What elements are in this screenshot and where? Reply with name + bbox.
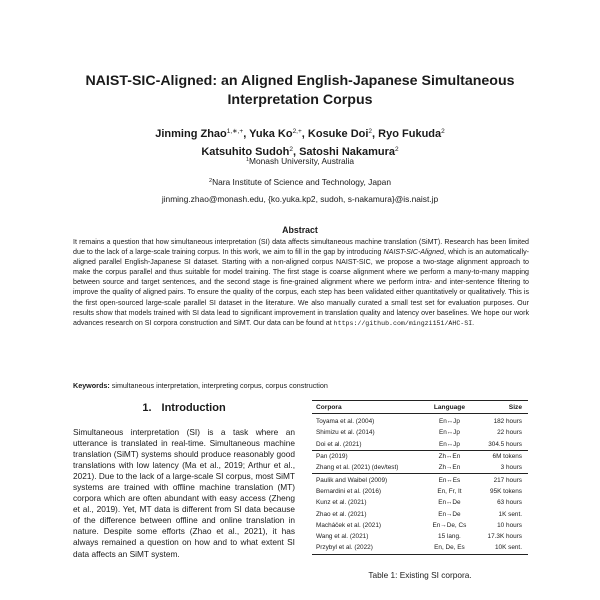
table-cell-corpus: Przybyl et al. (2022) <box>316 544 373 552</box>
author-name: Jinming Zhao <box>155 128 227 140</box>
author-affiliation-marker: 2 <box>441 128 445 135</box>
author-name: Kosuke Doi <box>307 128 369 140</box>
table-row <box>312 486 528 497</box>
table-cell-language: En→De, Cs <box>432 521 467 529</box>
table-header-language: Language <box>425 401 473 414</box>
table-row <box>312 462 528 474</box>
si-corpora-table <box>312 400 528 555</box>
table-body <box>312 414 528 555</box>
table-cell-language: En↔Es <box>425 474 473 486</box>
table-cell-size: 182 hours <box>493 418 522 426</box>
abstract-text-1: It remains a question that how simultaneous interpretation (SI) data affects simultaneous machine translation (SiMT). Research has been limited due to the lack of a large-scale training corpus. In this work, we aim to fill in the gap by introducing <box>73 238 529 257</box>
table-cell-language: En↔Jp <box>438 440 460 448</box>
keywords-label: Keywords: <box>73 381 110 390</box>
table-cell-size: 17.3K hours <box>487 533 522 541</box>
table-cell-language: 15 lang. <box>438 533 461 541</box>
author <box>308 128 372 140</box>
table-cell-language: Zh→En <box>438 464 461 472</box>
table-cell-corpus: Paulik and Waibel (2009) <box>312 474 425 486</box>
table-cell-corpus: Macháček et al. (2021) <box>316 521 382 529</box>
table-row <box>312 542 528 554</box>
table-cell-language: En↔Jp <box>438 429 460 437</box>
table-row <box>312 520 528 531</box>
author-affiliation-marker: 2 <box>395 146 399 153</box>
table-cell-corpus: Wang et al. (2021) <box>316 533 369 541</box>
author-name: Yuka Ko <box>249 128 293 140</box>
author <box>378 128 445 140</box>
section-heading <box>73 402 295 414</box>
table-cell-size: 10K sent. <box>494 544 522 552</box>
author-affiliation-marker: 2 <box>368 128 373 135</box>
paper-title-line-2: Interpretation Corpus <box>227 92 373 108</box>
section-title: Introduction <box>161 402 226 414</box>
table-row <box>312 427 528 438</box>
table-cell-size: 304.5 hours <box>488 440 522 448</box>
table-header-size: Size <box>474 401 528 414</box>
author-name: Satoshi Nakamura <box>299 146 396 158</box>
table-cell-corpus: Shimizu et al. (2014) <box>316 429 375 437</box>
abstract-dataset-name: NAIST-SIC-Aligned <box>383 248 444 257</box>
table-cell-language: En↔De <box>438 499 461 507</box>
author <box>155 128 243 140</box>
abstract-url-link[interactable]: https://github.com/mingzi151/AHC-SI <box>333 319 473 327</box>
table-header-corpora: Corpora <box>312 401 425 414</box>
table-cell-corpus: Zhang et al. (2021) (dev/test) <box>316 464 399 472</box>
keywords-line <box>73 381 529 390</box>
table-cell-size: 6M tokens <box>474 450 528 462</box>
author-name: Katsuhito Sudoh <box>201 146 290 158</box>
table-cell-corpus: Doi et al. (2021) <box>316 440 362 448</box>
table-cell-corpus: Pan (2019) <box>312 450 425 462</box>
table-row <box>312 531 528 542</box>
paper-title-line-1: NAIST-SIC-Aligned: an Aligned English-Japanese Simultaneous <box>85 73 515 89</box>
section-number: 1. <box>142 402 152 414</box>
affiliation-2-text: Nara Institute of Science and Technology, Japan <box>212 177 391 187</box>
author-line-2: Katsuhito Sudoh$^2$, Satoshi Nakamura$^2$ <box>201 146 399 158</box>
table-cell-size: 1K sent. <box>498 510 522 518</box>
table-cell-corpus: Bernardini et al. (2016) <box>316 487 382 495</box>
author-affiliation-marker: 2,+ <box>292 128 302 135</box>
table-cell-size: 217 hours <box>474 474 528 486</box>
affiliation-1 <box>60 155 540 167</box>
table-cell-size: 63 hours <box>497 499 522 507</box>
table-row <box>312 439 528 451</box>
table-row <box>312 450 528 462</box>
table-header-row <box>312 401 528 414</box>
table-cell-size: 95K tokens <box>490 487 522 495</box>
table-cell-language: En, De, Es <box>434 544 465 552</box>
table-cell-corpus: Zhao et al. (2021) <box>316 510 367 518</box>
table-cell-language: En, Fr, It <box>437 487 462 495</box>
affiliation-2 <box>60 176 540 188</box>
table-cell-size: 3 hours <box>500 464 522 472</box>
introduction-body: Simultaneous interpretation (SI) is a task where an utterance is translated in real-time. Simultaneous machine translation (SiMT) systems should produce reasonably good translations with low latency (Ma et al., 2019; Arthur et al., 2021). Due to the lack of a large-scale SI corpus, most SiMT systems are trained with offline machine translation (MT) corpora which are often abundant with easy access (Zheng et al., 2019). Yet, MT data is different from SI data because of the difference between offline and online translation in nature. Despite some efforts (Zhao et al., 2021), it has always remained a question on how and to what extent SI data affects an SiMT system. <box>73 427 295 559</box>
author-emails: jinming.zhao@monash.edu, {ko.yuka.kp2, sudoh, s-nakamura}@is.naist.jp <box>161 194 439 204</box>
table-row <box>312 508 528 519</box>
keywords-text: simultaneous interpretation, interpreting corpus, corpus construction <box>109 381 328 390</box>
table-cell-language: En↔Jp <box>438 418 460 426</box>
table-cell-language: En→De <box>438 510 461 518</box>
affiliation-2-sup: 2 <box>209 178 213 184</box>
table-cell-corpus: Toyama et al. (2004) <box>316 418 375 426</box>
abstract-body <box>73 237 529 329</box>
author-affiliation-marker: 2 <box>289 146 293 153</box>
table-cell-size: 10 hours <box>497 521 522 529</box>
author-affiliation-marker: 1,∗,+ <box>226 128 244 135</box>
abstract-text-2: , which is an automatically-aligned parallel English-Japanese SI dataset. Starting with a non-aligned corpus NAIST-SIC, we propose a two-stage alignment approach to make the corpus parallel and thus suitable for model training. The first stage is coarse alignment where we perform a many-to-many mapping between source and target sentences, and the second stage is fine-grained alignment where we perform intra- and inter-sentence filtering to improve the quality of aligned pairs. To ensure the quality of the corpus, each step has been validated either quantitatively or qualitatively. This is the first open-sourced large-scale parallel SI dataset in the literature. We also manually curated a small test set for evaluation purposes. Our results show that models trained with SI data lead to significant improvement in translation quality and latency over baselines. We hope our work advances research on SI corpora construction and SiMT. Our data can be found at <box>73 248 529 327</box>
table-row <box>312 474 528 486</box>
affiliation-1-text: Monash University, Australia <box>249 156 355 166</box>
author-name: Ryo Fukuda <box>378 128 442 140</box>
paper-title <box>60 72 540 110</box>
table-cell-size: 22 hours <box>497 429 522 437</box>
author-line-1: Jinming Zhao$^{1,∗,+}$, Yuka $Ko^{2,+}$, Kosuke Doi$^2$, Ryo Fukuda$^2$ <box>155 128 445 140</box>
affiliation-1-sup: 1 <box>245 157 249 163</box>
table-cell-corpus: Kunz et al. (2021) <box>316 499 367 507</box>
abstract-heading: Abstract <box>282 225 318 235</box>
abstract-url-end: . <box>472 318 475 327</box>
author <box>249 128 302 140</box>
table-row <box>312 497 528 508</box>
table-row <box>312 414 528 428</box>
table-cell-language: Zh↔En <box>425 450 473 462</box>
table-caption: Table 1: Existing SI corpora. <box>368 570 472 580</box>
